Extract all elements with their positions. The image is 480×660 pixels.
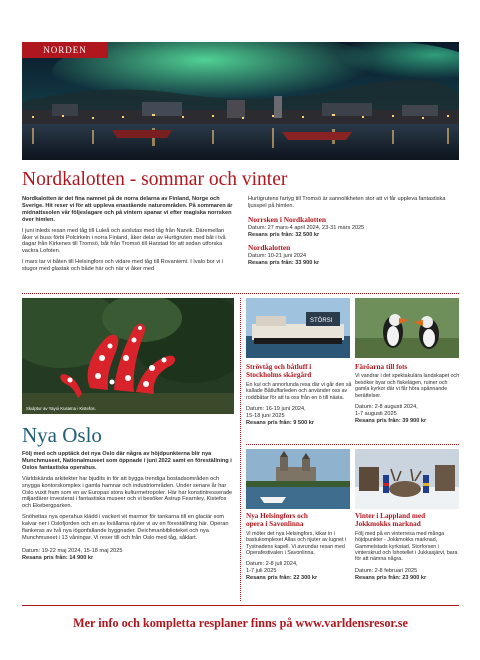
strovtag-body: En kul och annorlunda resa där vi går den så kallade Båtluffarleden och använder oss av roddbåtar för att ta oss från en ö till nästa. <box>246 381 352 401</box>
nordkalotten-paragraph-1: I juni inleds resan med tåg till Luleå och avslutas med tåg från Narvik. Däremellan åker vi buss förbi Polcirkeln i norra Finland, åker delar av Hurtigruten med båt i två dagar från Kirkenes till Tromsö, båt från Tromsö till Harstad för att sedan utforska vackra Lofoten. <box>22 227 226 255</box>
oslo-price: Resans pris från: 14 900 kr <box>22 554 94 561</box>
lappland-dates: Datum: 2-8 februari 2025 <box>355 567 418 574</box>
lappland-title <box>355 512 461 529</box>
footer-divider <box>22 605 459 606</box>
faroarna-title: Färöarna till fots <box>355 363 408 371</box>
lappland-card <box>355 512 461 581</box>
faroarna-card <box>355 363 461 424</box>
oslo-dates: Datum: 19-22 maj 2024, 15-18 maj 2025 <box>22 547 123 554</box>
nordkalotten-summer-dates: Datum: 10-21 juni 2024 <box>248 253 307 260</box>
norrsken-dates: Datum: 27 mars-4 april 2024, 23-31 mars 2025 <box>248 224 365 231</box>
strovtag-photo <box>246 298 350 358</box>
strovtag-price: Resans pris från: 9 500 kr <box>246 419 315 426</box>
region-badge <box>22 42 108 58</box>
oslo-photo-caption: Skulptur av Yayoi Kusama i Kistefos. <box>26 406 96 411</box>
oslo-title: Nya Oslo <box>22 423 102 447</box>
nordkalotten-summer-heading: Nordkalotten <box>248 243 291 253</box>
helsingfors-price: Resans pris från: 22 300 kr <box>246 575 318 582</box>
footer-text: Mer info och kompletta resplaner finns på www.varldensresor.se <box>73 616 408 630</box>
section-divider <box>22 293 459 294</box>
lappland-price: Resans pris från: 23 900 kr <box>355 574 427 581</box>
nordkalotten-summer-price: Resans pris från: 33 900 kr <box>248 260 320 267</box>
oslo-photo <box>22 298 234 414</box>
faroarna-price: Resans pris från: 39 900 kr <box>355 417 427 424</box>
aurora-harbour-image <box>22 42 459 160</box>
helsingfors-dates-line1: Datum: 2-8 juli 2024, <box>246 561 298 568</box>
boat-sign-text: STÖRSI <box>310 318 333 324</box>
nordkalotten-lead: Nordkalotten är det fina namnet på de norra delarna av Finland, Norge och Sverige. Hit reser vi för att uppleva enastående naturområden. På sommaren är midnattssolen vår följeslagare och på vintern spanar vi efter magiska norrsken över himlen. <box>22 196 233 223</box>
oslo-paragraph-2: Snöhettas nya operahus klädd i vackert vit marmor för tankarna till en glaciär som kalvar ner i Oslofjorden och en av kvällarna njuter vi av en föreställning här. Operan flankeras av två nya iögonfallande byggnader. Deichmanbiblioteket och nya Munchmuseet i 13 våningar. Vi reser till och från Oslo med tåg, såklart. <box>22 514 229 541</box>
faroarna-photo <box>355 298 459 358</box>
oslo-text <box>22 451 234 561</box>
helsingfors-photo <box>246 449 350 509</box>
faroarna-dates-line2: 1-7 augusti 2025 <box>355 410 397 417</box>
nordkalotten-left-column <box>22 196 234 273</box>
puffin-image <box>355 298 459 358</box>
lappland-photo <box>355 449 459 509</box>
nordkalotten-paragraph-3: Hurtigrutens fartyg till Tromsö är sannolikheten stor att vi får uppleva fantastiska ljusspel på himlen. <box>248 196 446 209</box>
nordkalotten-right-column <box>248 196 460 267</box>
hero-photo <box>22 42 459 160</box>
helsingfors-dates-line2: 1-7 juli 2025 <box>246 568 277 575</box>
archipelago-boat-image <box>246 298 350 358</box>
oslo-lead: Följ med och upptäck det nya Oslo där några av höjdpunkterna blir nya Munchmuseet, Nationalmuseet som öppnade i juni 2022 samt en föreställning i Oslos fantastiska operahus. <box>22 451 232 471</box>
nordkalotten-paragraph-2: I mars tar vi båten till Helsingfors och vidare med tåg till Rovaniemi. I Ivalo bor vi i stugor med glastak och både här och när vi åker med <box>22 259 224 273</box>
kusama-sculpture-image <box>22 298 234 414</box>
helsingfors-dates <box>246 561 352 575</box>
savonlinna-castle-image <box>246 449 350 509</box>
strovtag-title-line1: Strövtåg och båtluff i <box>246 363 312 371</box>
strovtag-dates <box>246 406 352 420</box>
strovtag-card <box>246 363 352 426</box>
helsingfors-title-line1: Nya Helsingfors och <box>246 512 308 520</box>
strovtag-dates-line2: 15-18 juni 2025 <box>246 412 285 419</box>
strovtag-title <box>246 363 352 380</box>
lappland-title-line2: Jokkmokks marknad <box>355 520 421 529</box>
helsingfors-card <box>246 512 352 582</box>
strovtag-dates-line1: Datum: 16-19 juni 2024, <box>246 406 306 413</box>
helsingfors-title-line2: opera i Savonlinna <box>246 520 304 529</box>
strovtag-title-line2: Stockholms skärgård <box>246 371 312 380</box>
card-divider <box>246 444 459 445</box>
oslo-paragraph-1: Världskända arkitekter har bjudits in för att bygga trendiga bostadsområden och snygga kontorskomplex i gamla hamnar och industriområden. Under senare år har Oslo vuxit fram som en av Europas stora kulturmetropoler. Här har konstintresserade miljardärer investerat i fantastiska museer och vi besöker Astrup Fearnley, Kistefos och Ekebergparken. <box>22 475 233 510</box>
faroarna-body: Vi vandrar i det spektakulära landskapet och besöker byar och fiskelägen, ruiner och gamla kyrkor där vi får höra spännande berättelser. <box>355 373 460 399</box>
jokkmokk-market-image <box>355 449 459 509</box>
column-divider <box>240 298 241 601</box>
norrsken-heading: Norrsken i Nordkalotten <box>248 214 327 224</box>
norrsken-price: Resans pris från: 32 500 kr <box>248 231 320 238</box>
lappland-body: Följ med på en vinterresa med många höjdpunkter - Jokkmokks marknad, Gammelstads kyrkstad, Storforsen i vinterskrud och Ishotellet i Jukkasjärvi, bara för att nämna några. <box>355 530 458 563</box>
helsingfors-body: Vi möter det nya Helsingfors, kikar in i bastukomplexet Allas och njuter av lugnet i Tystnadens kapell. Vi avrundar resan med Operafestivalen i Savonlinna. <box>246 530 347 557</box>
faroarna-dates <box>355 404 461 418</box>
lappland-title-line1: Vinter i Lappland med <box>355 512 426 520</box>
faroarna-dates-line1: Datum: 2-8 augusti 2024, <box>355 404 418 411</box>
region-badge-label: NORDEN <box>43 45 87 55</box>
nordkalotten-title: Nordkalotten - sommar och vinter <box>22 169 288 190</box>
helsingfors-title <box>246 512 352 529</box>
